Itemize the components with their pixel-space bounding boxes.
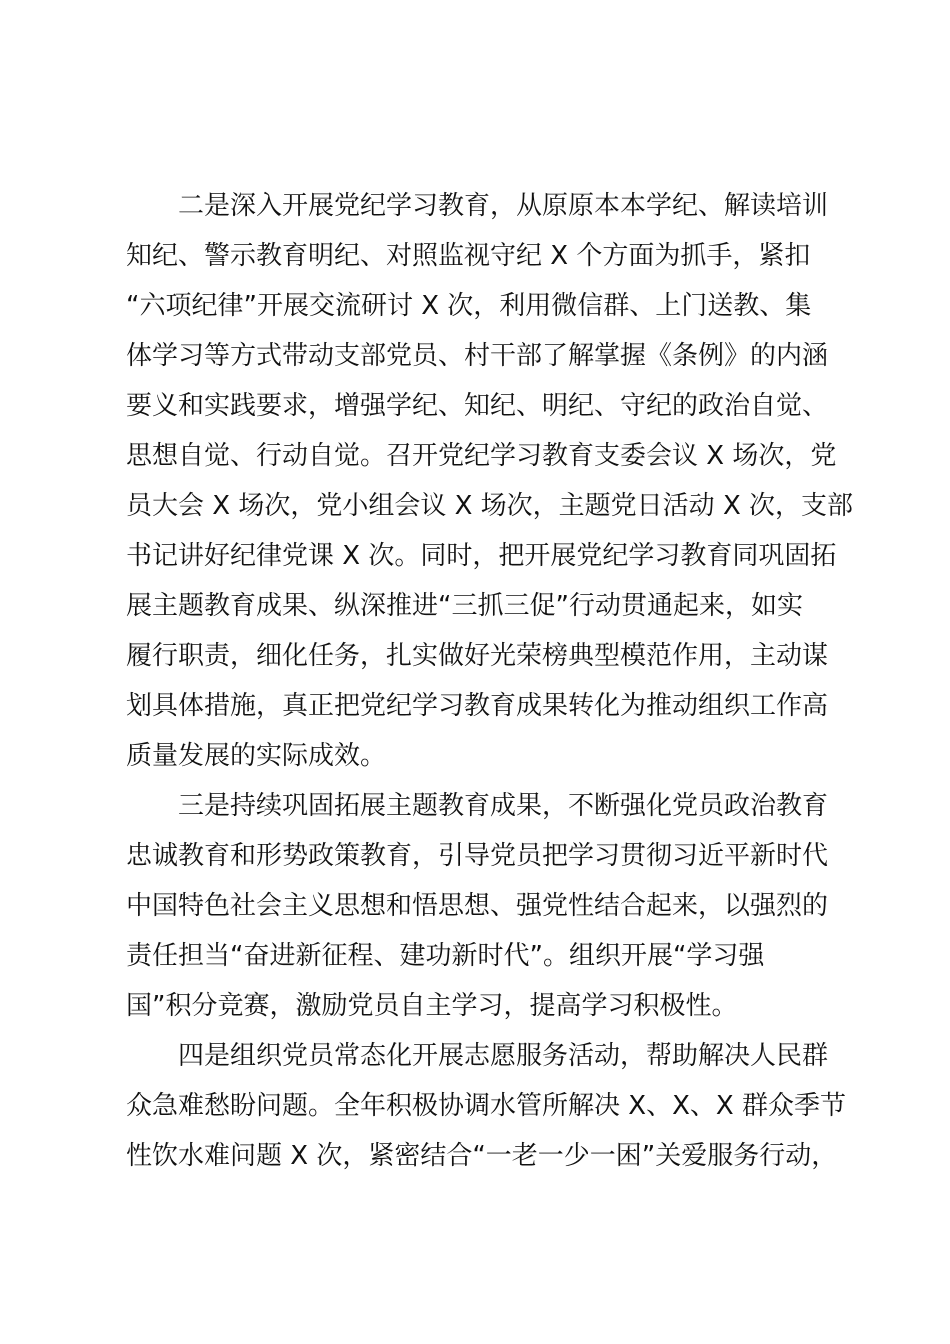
document-body: [126, 181, 854, 1181]
paragraph-line: 四是组织党员常态化开展志愿服务活动，帮助解决人民群: [178, 1041, 829, 1071]
paragraph-line: 三是持续巩固拓展主题教育成果，不断强化党员政治教育: [178, 791, 829, 821]
paragraph-party-discipline-education: [126, 181, 854, 781]
paragraph-line: 质量发展的实际成效。: [126, 741, 387, 771]
paragraph-line: 思想自觉、行动自觉。召开党纪学习教育支委会议 X 场次，党: [126, 441, 837, 471]
paragraph-line: 二是深入开展党纪学习教育，从原原本本学纪、解读培训: [178, 191, 829, 221]
paragraph-line: 性饮水难问题 X 次，紧密结合“一老一少一困”关爱服务行动，: [126, 1141, 838, 1171]
paragraph-line: 中国特色社会主义思想和悟思想、强党性结合起来，以强烈的: [126, 891, 829, 921]
paragraph-line: 履行职责，细化任务，扎实做好光荣榜典型模范作用，主动谋: [126, 641, 829, 671]
paragraph-line: 知纪、警示教育明纪、对照监视守纪 X 个方面为抓手，紧扣: [126, 241, 811, 271]
paragraph-line: 忠诚教育和形势政策教育，引导党员把学习贯彻习近平新时代: [126, 841, 829, 871]
paragraph-line: 要义和实践要求，增强学纪、知纪、明纪、守纪的政治自觉、: [126, 391, 829, 421]
paragraph-volunteer-service: [126, 1031, 846, 1181]
paragraph-line: “六项纪律”开展交流研讨 X 次，利用微信群、上门送教、集: [126, 291, 812, 321]
paragraph-line: 展主题教育成果、纵深推进“三抓三促”行动贯通起来，如实: [126, 591, 803, 621]
paragraph-theme-education: [126, 781, 830, 1031]
paragraph-line: 员大会 X 场次，党小组会议 X 场次，主题党日活动 X 次，支部: [126, 491, 854, 521]
paragraph-line: 众急难愁盼问题。全年积极协调水管所解决 X、X、X 群众季节: [126, 1091, 846, 1121]
paragraph-line: 国”积分竞赛，激励党员自主学习，提高学习积极性。: [126, 991, 738, 1021]
paragraph-line: 划具体措施，真正把党纪学习教育成果转化为推动组织工作高: [126, 691, 829, 721]
paragraph-line: 体学习等方式带动支部党员、村干部了解掌握《条例》的内涵: [126, 341, 829, 371]
paragraph-line: 书记讲好纪律党课 X 次。同时，把开展党纪学习教育同巩固拓: [126, 541, 837, 571]
paragraph-line: 责任担当“奋进新征程、建功新时代”。组织开展“学习强: [126, 941, 765, 971]
